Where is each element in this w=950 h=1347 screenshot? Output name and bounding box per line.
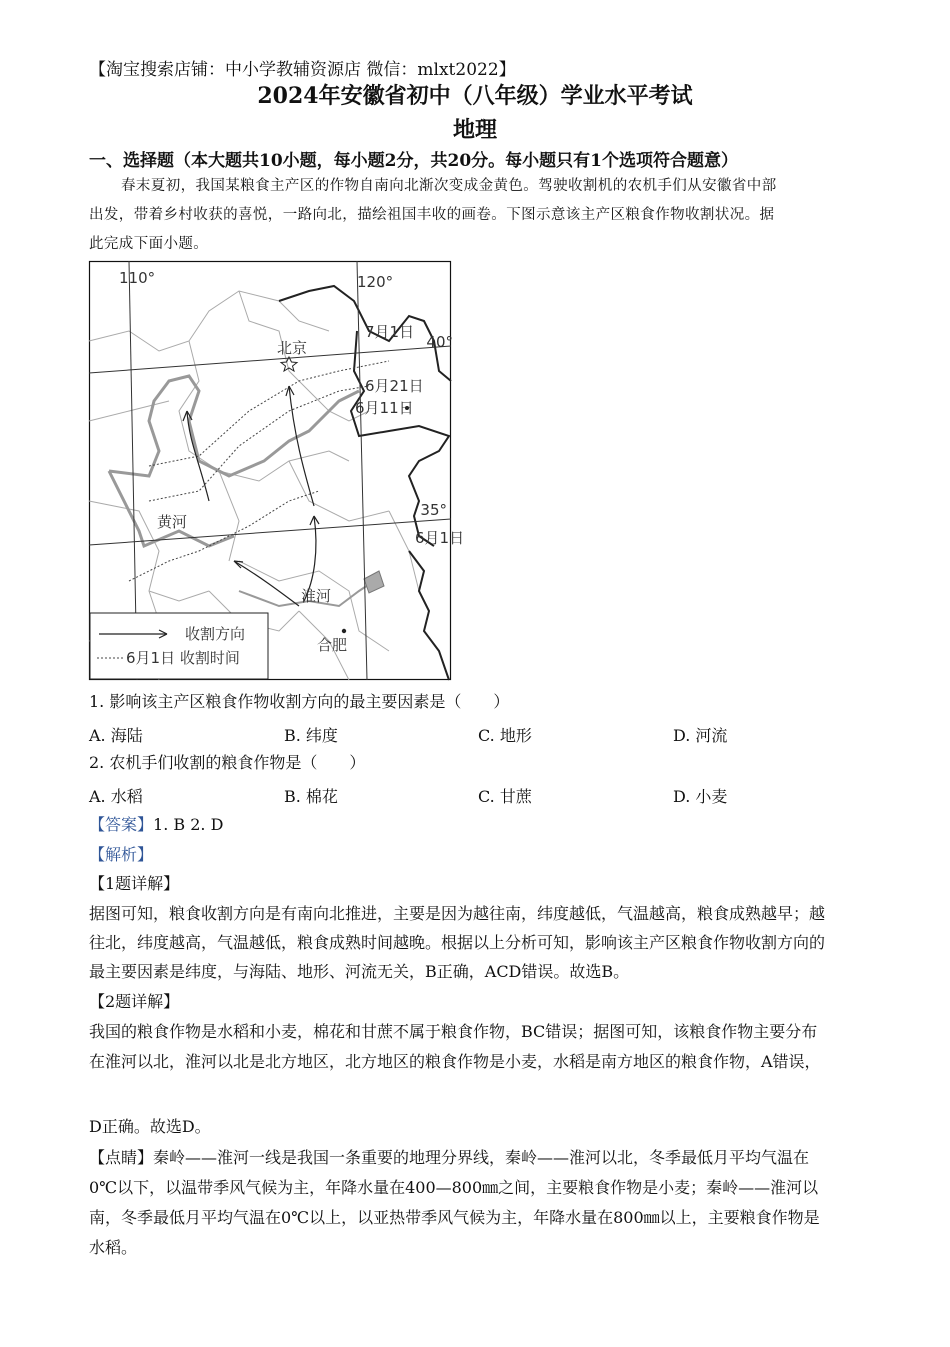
comment-label: 【点睛】 (89, 1148, 154, 1167)
harvest-map (89, 261, 465, 680)
legend-direction-label: 收割方向 (185, 625, 246, 643)
question-1-stem: 1. 影响该主产区粮食作物收割方向的最主要因素是（ ） (89, 692, 510, 711)
label-hefei: 合肥 (317, 636, 348, 654)
comment-line-2: 0℃以下，以温带季风气候为主，年降水量在400—800㎜之间，主要粮食作物是小麦；秦岭——淮河以 (89, 1178, 819, 1197)
q2-option-c: C. 甘蔗 (478, 787, 532, 806)
q2-option-d: D. 小麦 (673, 787, 728, 806)
detail-1-line-1: 据图可知，粮食收割方向是有南向北推进，主要是因为越往南，纬度越低，气温越高，粮食成熟越早；越 (89, 904, 826, 923)
answer-text: 1. B 2. D (153, 815, 224, 834)
legend-box (90, 613, 268, 679)
question-2-stem: 2. 农机手们收割的粮食作物是（ ） (89, 753, 366, 772)
q1-option-a: A. 海陆 (89, 726, 143, 745)
detail-2-line-3: D正确。故选D。 (89, 1117, 211, 1136)
detail-1-line-3: 最主要因素是纬度，与海陆、地形、河流无关，B正确，ACD错误。故选B。 (89, 962, 630, 981)
q1-option-d: D. 河流 (673, 726, 728, 745)
legend-time-label: 6月1日 收割时间 (126, 649, 240, 667)
label-huanghe: 黄河 (157, 513, 188, 531)
section-heading: 一、选择题（本大题共10小题，每小题2分，共20分。每小题只有1个选项符合题意） (89, 151, 738, 171)
hefei-dot (342, 629, 346, 633)
comment-line-3: 南，冬季最低月平均气温在0℃以上，以亚热带季风气候为主，年降水量在800㎜以上，主要粮食作物是 (89, 1208, 820, 1227)
label-lon-110: 110° (119, 269, 156, 287)
detail-1-label: 【1题详解】 (89, 874, 180, 893)
comment-line-1 (89, 1148, 809, 1168)
label-huaihe: 淮河 (301, 587, 332, 605)
label-jun11: 6月11日 (355, 399, 414, 417)
q2-option-a: A. 水稻 (89, 787, 143, 806)
intro-line-2: 出发，带着乡村收获的喜悦，一路向北，描绘祖国丰收的画卷。下图示意该主产区粮食作物收割状况。据 (89, 207, 775, 223)
analysis-label: 【解析】 (89, 845, 154, 864)
detail-2-line-2: 在淮河以北，淮河以北是北方地区，北方地区的粮食作物是小麦，水稻是南方地区的粮食作物，A错误， (89, 1052, 821, 1071)
intro-line-1: 春末夏初，我国某粮食主产区的作物自南向北渐次变成金黄色。驾驶收割机的农机手们从安徽省中部 (121, 178, 777, 194)
label-jun1: 6月1日 (415, 529, 465, 547)
q1-option-c: C. 地形 (478, 726, 532, 745)
label-lat-40: 40° (426, 333, 453, 351)
label-lon-120: 120° (357, 273, 394, 291)
exam-title: 2024年安徽省初中（八年级）学业水平考试 (257, 83, 693, 109)
answer-label: 【答案】 (89, 815, 154, 834)
label-beijing: 北京 (277, 339, 308, 357)
q2-option-b: B. 棉花 (284, 787, 338, 806)
label-jul1: 7月1日 (365, 323, 415, 341)
comment-text-1: 秦岭——淮河一线是我国一条重要的地理分界线，秦岭——淮河以北，冬季最低月平均气温在 (153, 1148, 810, 1167)
detail-1-line-2: 往北，纬度越高，气温越低，粮食成熟时间越晚。根据以上分析可知，影响该主产区粮食作物收割方向的 (89, 933, 826, 952)
header-ad: 【淘宝搜索店铺：中小学教辅资源店 微信：mlxt2022】 (89, 60, 516, 80)
comment-line-4: 水稻。 (89, 1238, 138, 1257)
answer-row (89, 815, 223, 835)
label-lat-35: 35° (420, 501, 447, 519)
intro-line-3: 此完成下面小题。 (89, 236, 209, 252)
detail-2-line-1: 我国的粮食作物是水稻和小麦，棉花和甘蔗不属于粮食作物，BC错误；据图可知，该粮食作物主要分布 (89, 1022, 818, 1041)
q1-option-b: B. 纬度 (284, 726, 338, 745)
detail-2-label: 【2题详解】 (89, 992, 180, 1011)
label-jun21: 6月21日 (365, 377, 424, 395)
subject-title: 地理 (452, 117, 497, 143)
